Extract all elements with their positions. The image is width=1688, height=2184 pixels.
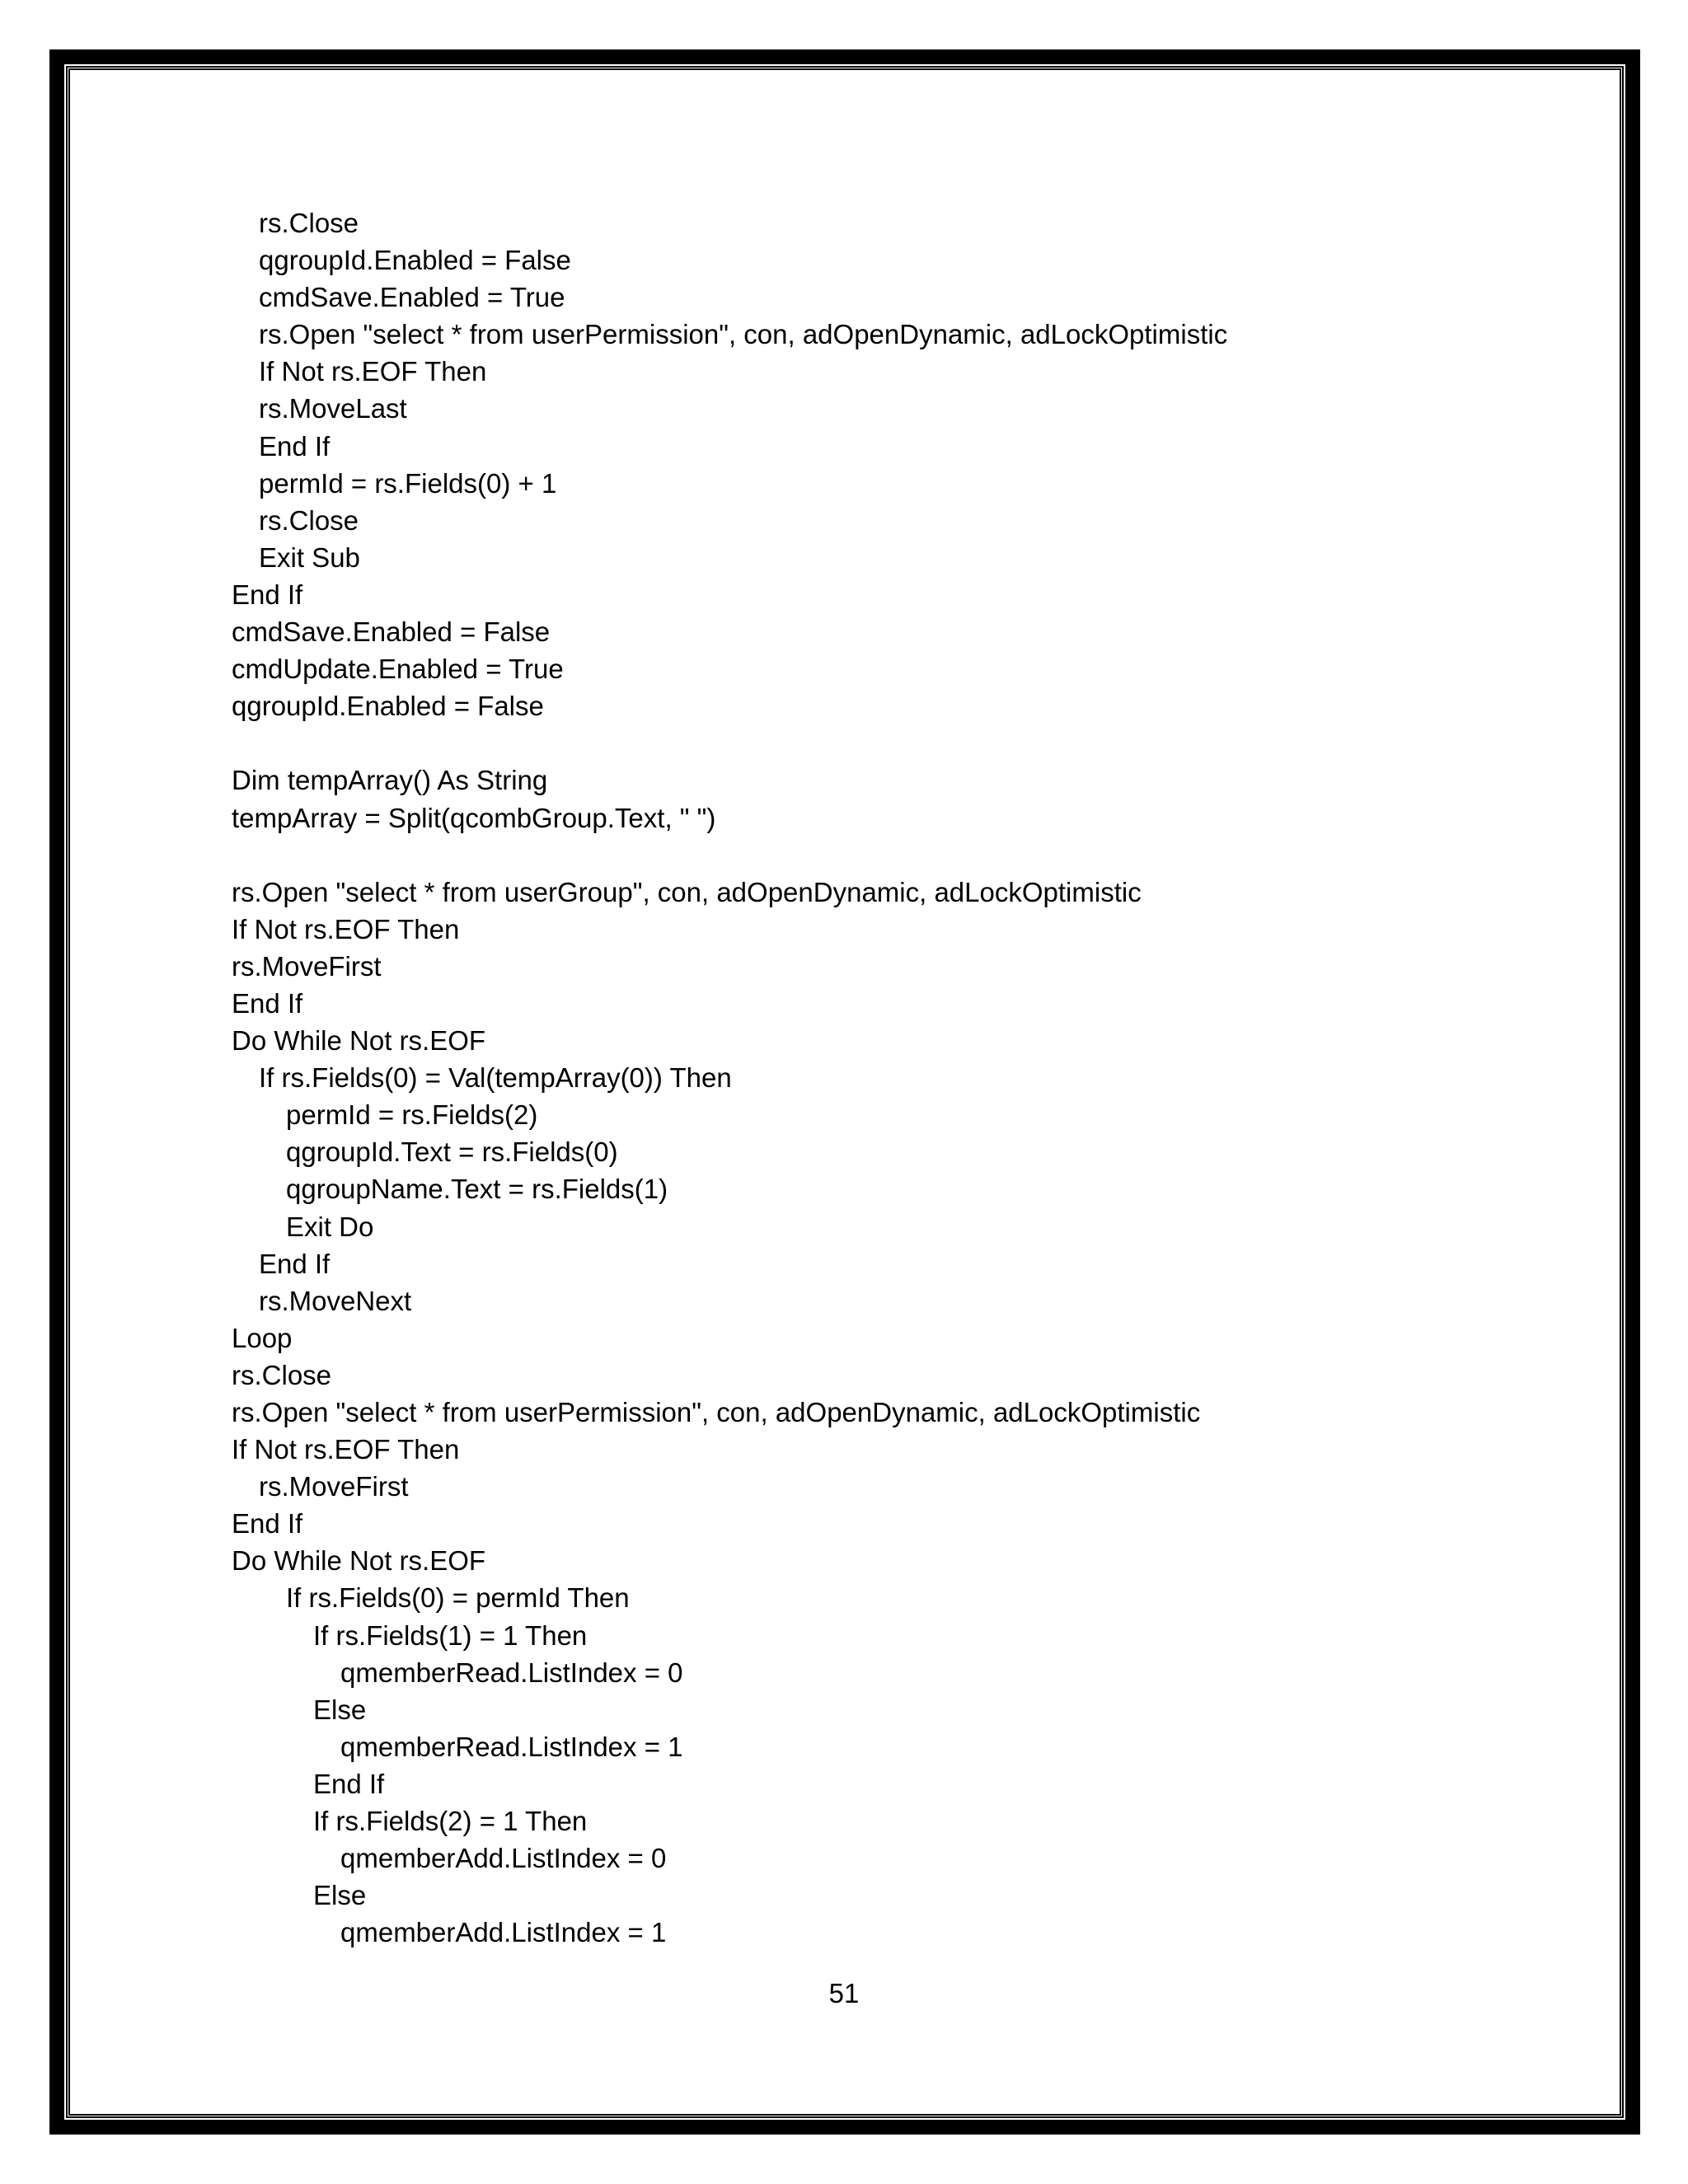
code-line: qmemberAdd.ListIndex = 0: [340, 1843, 667, 1874]
code-line: Loop: [232, 1322, 293, 1353]
code-line: rs.Open "select * from userPermission", con, adOpenDynamic, adLockOptimistic: [232, 1397, 1201, 1427]
code-line: End If: [232, 579, 303, 610]
code-line: permId = rs.Fields(0) + 1: [259, 467, 557, 499]
code-line: If rs.Fields(2) = 1 Then: [313, 1806, 588, 1837]
code-line: qgroupId.Text = rs.Fields(0): [286, 1137, 618, 1168]
code-listing: [232, 204, 1227, 1951]
code-line: [232, 837, 1227, 874]
code-line: qmemberAdd.ListIndex = 1: [340, 1917, 667, 1948]
code-line: Do While Not rs.EOF: [232, 1025, 486, 1057]
code-line: Exit Sub: [259, 541, 360, 573]
code-line: Do While Not rs.EOF: [232, 1545, 486, 1577]
code-line: [232, 724, 1227, 762]
code-line: rs.Open "select * from userGroup", con, adOpenDynamic, adLockOptimistic: [232, 876, 1142, 907]
code-line: End If: [313, 1768, 385, 1799]
page-number: 51: [828, 1978, 860, 2008]
code-line: qgroupId.Enabled = False: [232, 691, 544, 722]
code-line: qmemberRead.ListIndex = 0: [340, 1657, 683, 1688]
code-line: If rs.Fields(1) = 1 Then: [313, 1619, 588, 1651]
code-line: If rs.Fields(0) = permId Then: [286, 1582, 630, 1614]
code-line: cmdSave.Enabled = True: [259, 282, 565, 313]
code-line: cmdUpdate.Enabled = True: [232, 654, 564, 685]
code-line: Dim tempArray() As String: [232, 765, 548, 796]
code-line: End If: [232, 1508, 303, 1540]
code-line: qmemberRead.ListIndex = 1: [340, 1731, 683, 1762]
code-line: qgroupId.Enabled = False: [259, 245, 571, 276]
code-line: qgroupName.Text = rs.Fields(1): [286, 1174, 668, 1205]
code-line: If rs.Fields(0) = Val(tempArray(0)) Then: [259, 1062, 732, 1094]
code-line: rs.Close: [259, 208, 359, 238]
code-line: Else: [313, 1694, 367, 1725]
code-line: If Not rs.EOF Then: [232, 913, 460, 944]
code-line: rs.MoveNext: [259, 1285, 412, 1316]
code-line: Else: [313, 1880, 367, 1911]
code-line: rs.MoveFirst: [259, 1471, 409, 1502]
code-line: rs.MoveFirst: [232, 950, 382, 982]
code-line: End If: [259, 1248, 331, 1279]
code-line: If Not rs.EOF Then: [232, 1434, 460, 1465]
code-line: tempArray = Split(qcombGroup.Text, " "): [232, 802, 716, 833]
code-line: cmdSave.Enabled = False: [232, 616, 551, 648]
code-line: Exit Do: [286, 1211, 374, 1242]
code-line: rs.MoveLast: [259, 393, 407, 424]
code-line: rs.Close: [259, 504, 359, 536]
code-line: End If: [232, 987, 303, 1019]
code-line: End If: [259, 430, 331, 462]
code-line: If Not rs.EOF Then: [259, 356, 487, 387]
code-line: rs.Close: [232, 1359, 332, 1390]
code-line: permId = rs.Fields(2): [286, 1099, 538, 1131]
code-line: rs.Open "select * from userPermission", con, adOpenDynamic, adLockOptimistic: [259, 319, 1228, 350]
